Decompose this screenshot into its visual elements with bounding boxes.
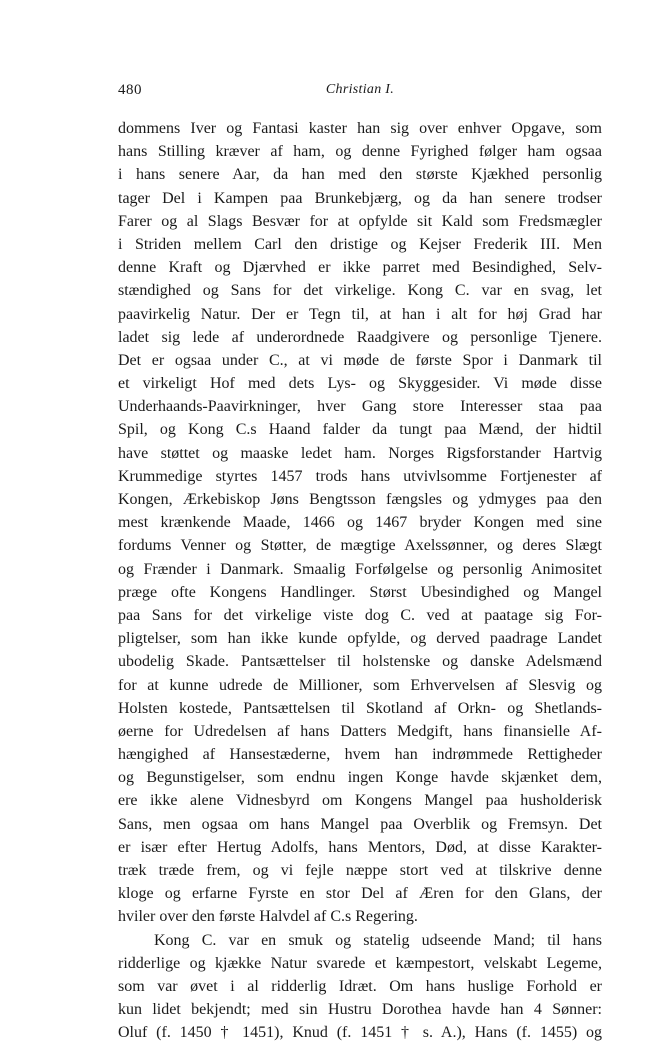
text-line: stændighed og Sans for det virkelige. Kong C. var en svag, let	[118, 282, 602, 300]
text-line: Kong C. var en smuk og statelig udseende Mand; til hans	[154, 931, 602, 949]
text-line: Farer og al Slags Besvær for at opfylde sit Kald som Fredsmægler	[118, 212, 602, 230]
text-line: paavirkelig Natur. Der er Tegn til, at han i alt for høj Grad har	[118, 305, 602, 323]
text-line: kun lidet bekjendt; med sin Hustru Dorothea havde han 4 Sønner:	[118, 1001, 602, 1019]
text-line: Kongen, Ærkebiskop Jøns Bengtsson fængsles og ydmyges paa den	[118, 491, 602, 508]
paragraph	[118, 117, 602, 929]
text-line: Underhaands-Paavirkninger, hver Gang store Interesser staa paa	[118, 398, 602, 416]
text-line: og Begunstigelser, som endnu ingen Konge havde skjænket dem,	[118, 769, 602, 787]
paragraph	[118, 929, 602, 1045]
text-line: kloge og erfarne Fyrste en stor Del af Æren for den Glans, der	[118, 885, 602, 903]
page-header	[118, 82, 602, 102]
running-title: Christian I.	[325, 82, 395, 97]
text-line: fordums Venner og Støtter, de mægtige Axelssønner, og deres Slægt	[118, 537, 602, 555]
text-line: pligtelser, som han ikke kunde opfylde, og derved paadrage Landet	[118, 630, 602, 648]
page-number: 480	[118, 82, 142, 98]
text-line: ere ikke alene Vidnesbyrd om Kongens Mangel paa husholderisk	[118, 792, 602, 810]
text-line: som var øvet i al ridderlig Idræt. Om hans huslige Forhold er	[118, 977, 602, 995]
text-line: have støttet og maaske ledet ham. Norges Rigsforstander Hartvig	[118, 444, 602, 462]
text-line: Sans, men ogsaa om hans Mangel paa Overblik og Fremsyn. Det	[118, 815, 602, 833]
text-line: et virkeligt Hof med dets Lys- og Skyggesider. Vi møde disse	[118, 375, 602, 393]
text-line: Krummedige styrtes 1457 trods hans utvivlsomme Fortjenester af	[118, 467, 602, 485]
text-line: ladet sig lede af underordnede Raadgivere og personlige Tjenere.	[118, 328, 602, 346]
text-line: er især efter Hertug Adolfs, hans Mentors, Død, at disse Karakter-	[118, 838, 602, 856]
text-line: Spil, og Kong C.s Haand falder da tungt paa Mænd, der hidtil	[118, 421, 602, 439]
text-line: denne Kraft og Djærvhed er ikke parret med Besindighed, Selv-	[118, 259, 602, 277]
text-line: Holsten kostede, Pantsættelsen til Skotland af Orkn- og Shetlands-	[118, 699, 602, 717]
text-line: og Frænder i Danmark. Smaalig Forfølgelse og personlig Animositet	[118, 560, 602, 578]
text-line: i Striden mellem Carl den dristige og Kejser Frederik III. Men	[118, 235, 602, 253]
text-line: ridderlige og kjække Natur svarede et kæmpestort, velskabt Legeme,	[118, 954, 602, 972]
text-line: hængighed af Hansestæderne, hvem han indrømmede Rettigheder	[118, 746, 602, 764]
text-line: Det er ogsaa under C., at vi møde de første Spor i Danmark til	[118, 351, 602, 369]
text-line: præge ofte Kongens Handlinger. Størst Ubesindighed og Mangel	[118, 583, 602, 601]
text-line: hans Stilling kræver af ham, og denne Fyrighed følger ham ogsaa	[118, 143, 602, 161]
text-line: mest krænkende Maade, 1466 og 1467 bryder Kongen med sine	[118, 514, 602, 532]
text-line: i hans senere Aar, da han med den største Kjækhed personlig	[118, 166, 602, 184]
text-line: dommens Iver og Fantasi kaster han sig over enhver Opgave, som	[118, 120, 602, 137]
body-text	[118, 117, 602, 1045]
text-line: Oluf (f. 1450 † 1451), Knud (f. 1451 † s. A.), Hans (f. 1455) og	[118, 1024, 602, 1042]
text-line: paa Sans for det virkelige viste dog C. ved at paatage sig For-	[118, 606, 602, 624]
text-line: ubodelig Skade. Pantsættelser til holstenske og danske Adelsmænd	[118, 653, 602, 671]
text-line: tager Del i Kampen paa Brunkebjærg, og da han senere trodser	[118, 189, 602, 207]
text-line: hviler over den første Halvdel af C.s Regering.	[118, 908, 418, 926]
text-line: for at kunne udrede de Millioner, som Erhvervelsen af Slesvig og	[118, 676, 602, 694]
text-line: træk træde frem, og vi fejle næppe stort ved at tilskrive denne	[118, 862, 602, 879]
text-line: øerne for Udredelsen af hans Datters Medgift, hans finansielle Af-	[118, 722, 602, 740]
